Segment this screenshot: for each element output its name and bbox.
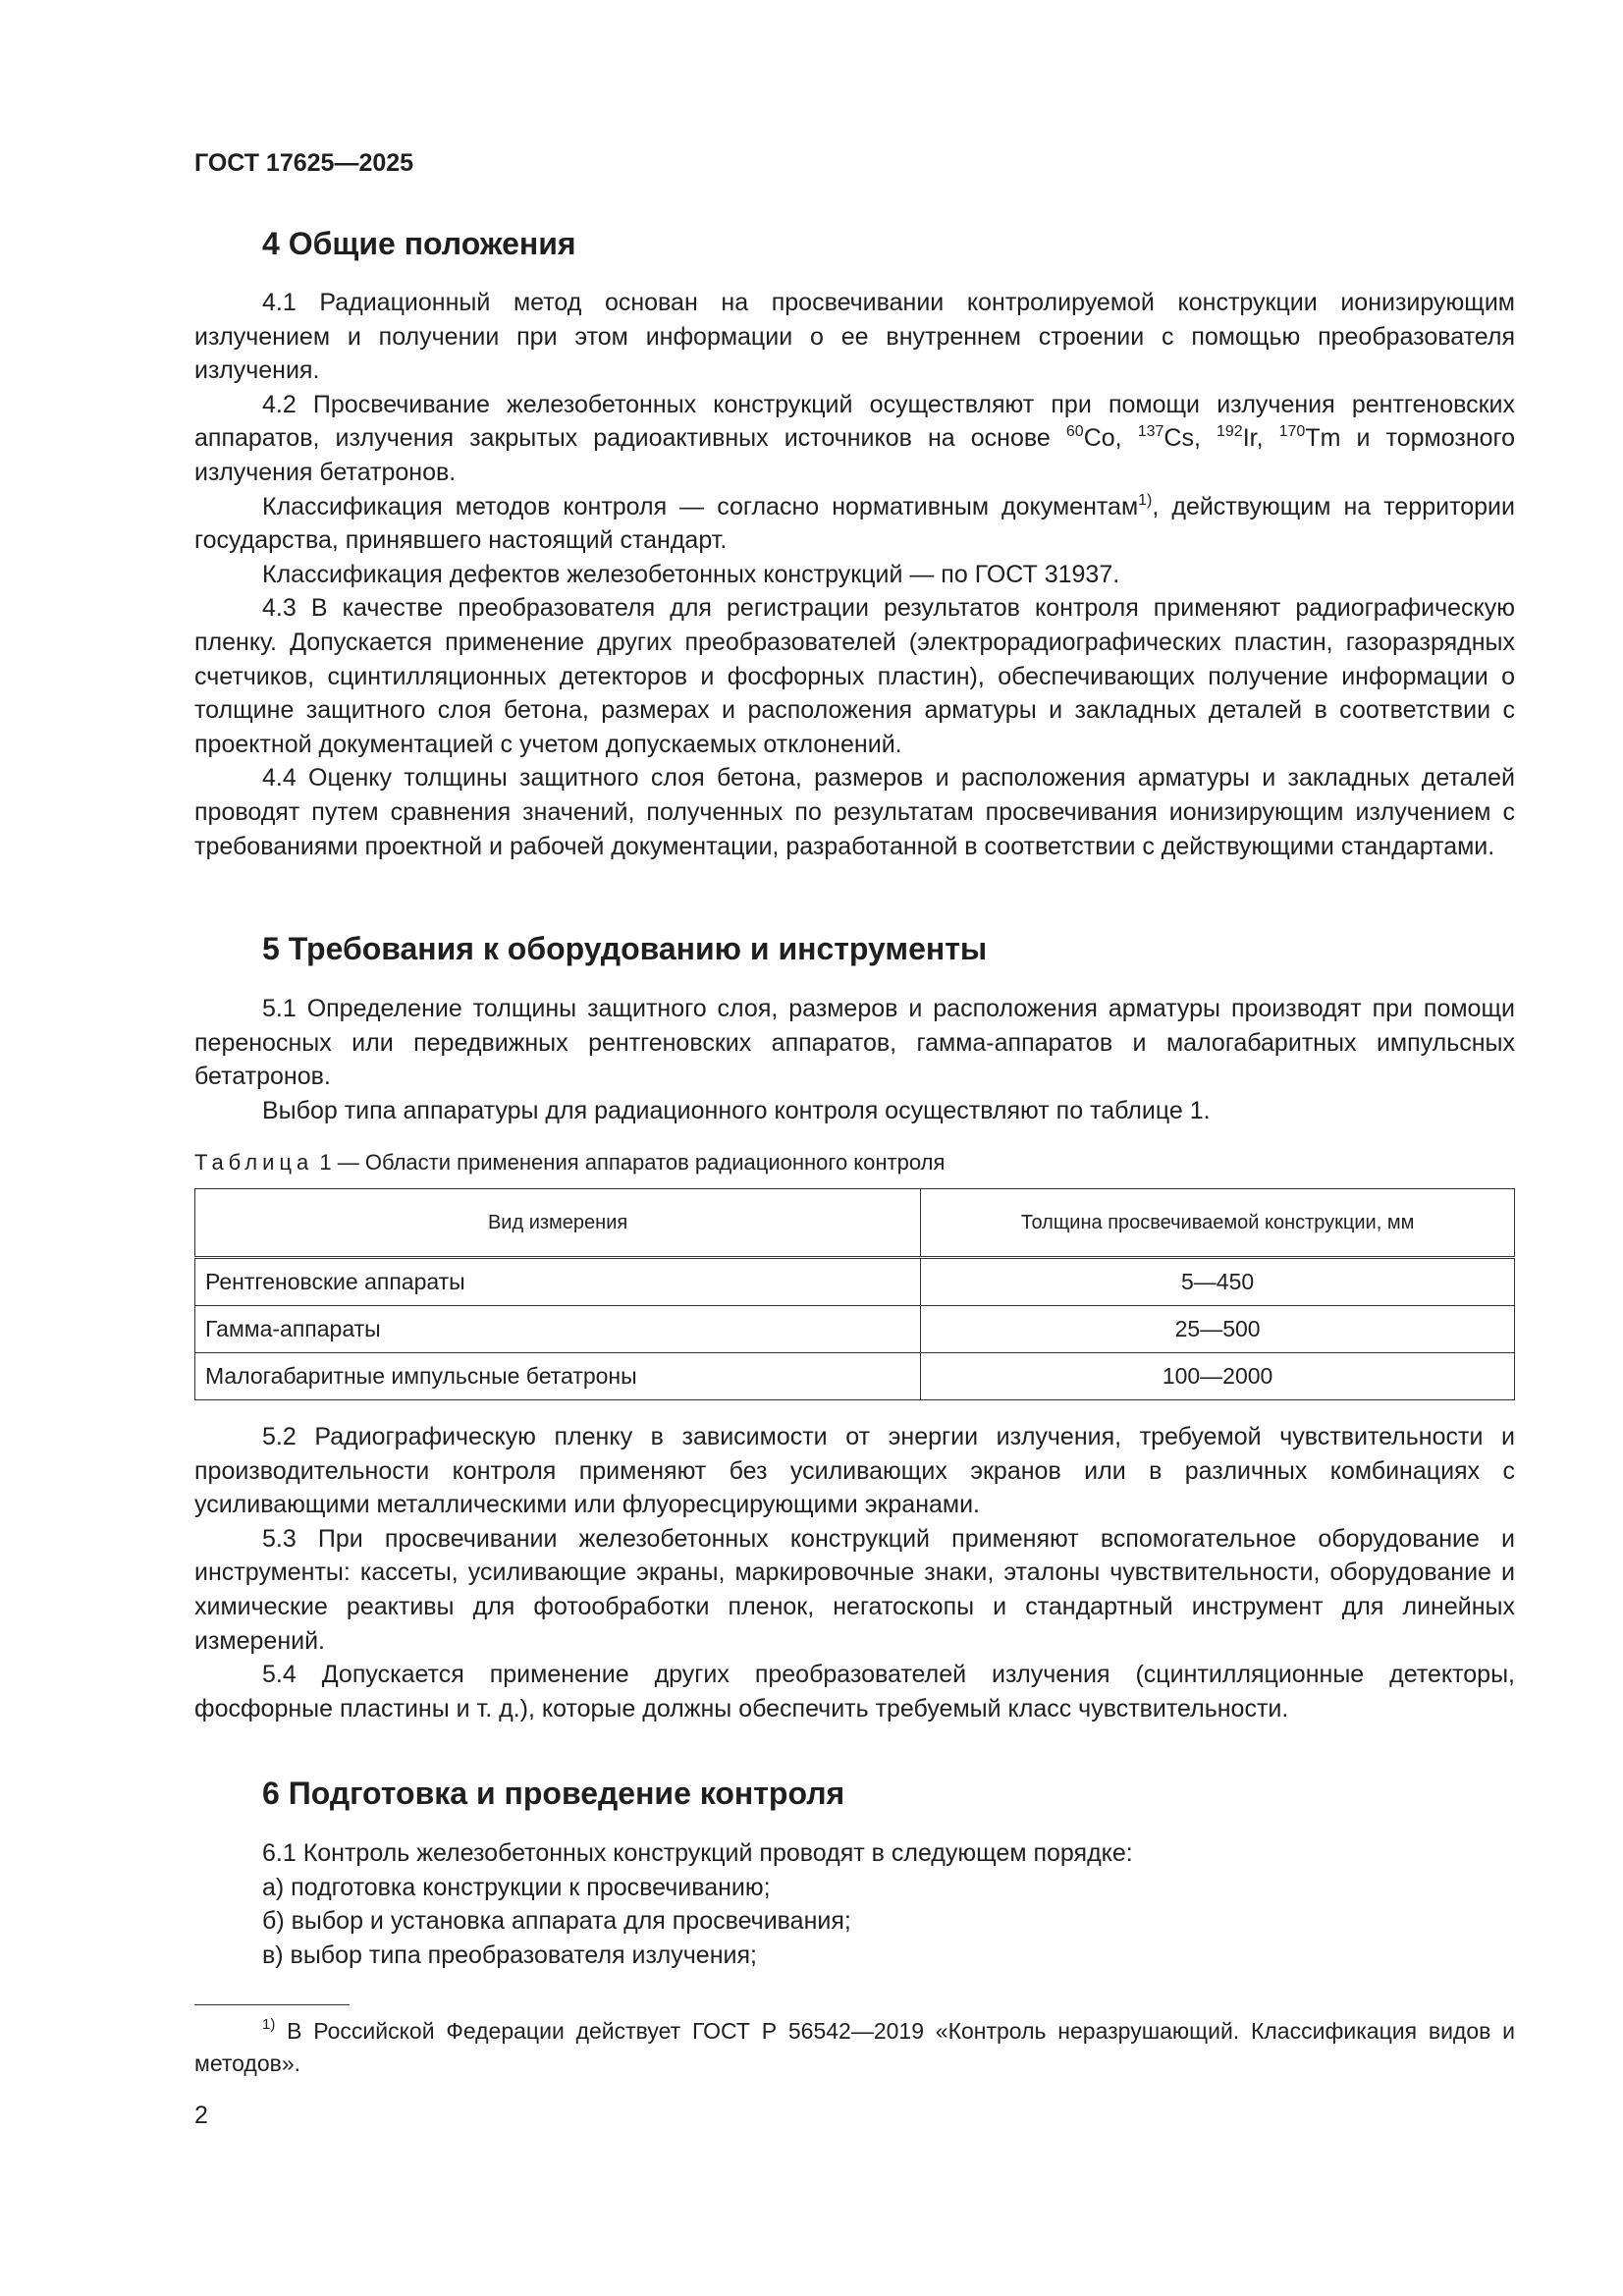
- paragraph-4-2: 4.2 Просвечивание железобетонных конструкций осуществляют при помощи излучения рентгеновских аппаратов, излучения закрытых радиоактивных источников на основе $^{60}$Co, $^{137}$Cs, $^{192}$Ir, $^{170}$Tm и тормозного излучения бетатронов.: [194, 390, 1516, 486]
- list-item: в) выбор типа преобразователя излучения;: [262, 1941, 757, 1969]
- section-4-heading: 4 Общие положения: [262, 226, 576, 261]
- table-cell: 100—2000: [921, 1353, 1515, 1400]
- paragraph-5-4: 5.4 Допускается применение других преобразователей излучения (сцинтилляционные детекторы, фосфорные пластины и т. д.), которые должны обеспечить требуемый класс чувствительности.: [194, 1661, 1515, 1722]
- paragraph-table-ref: Выбор типа аппаратуры для радиационного контроля осуществляют по таблице 1.: [262, 1096, 1211, 1124]
- table-cell: Гамма-аппараты: [195, 1306, 921, 1353]
- table-cell: Рентгеновские аппараты: [195, 1258, 921, 1306]
- list-item: б) выбор и установка аппарата для просвечивания;: [262, 1907, 851, 1936]
- paragraph-4-4: 4.4 Оценку толщины защитного слоя бетона, размеров и расположения арматуры и закладных деталей проводят путем сравнения значений, полученных по результатам просвечивания ионизирующим излучением с требованиями проектной и рабочей документации, разработанной в соответствии с действующими стандартами.: [194, 764, 1515, 860]
- footnote-separator: [194, 2004, 350, 2005]
- paragraph-5-3: 5.3 При просвечивании железобетонных конструкций применяют вспомогательное оборудование и инструменты: кассеты, усиливающие экраны, маркировочные знаки, эталоны чувствительности, оборудование и химические реактивы для фотообработки пленок, негатоскопы и стандартный инструмент для линейных измерений.: [194, 1524, 1515, 1655]
- table-cell: Малогабаритные импульсные бетатроны: [195, 1353, 921, 1400]
- table-header-cell: Толщина просвечиваемой конструкции, мм: [921, 1189, 1515, 1258]
- footnote-ref[interactable]: 1): [1138, 491, 1153, 509]
- table-caption: Таблица 1 — Области применения аппаратов радиационного контроля: [194, 1150, 946, 1175]
- section-5-heading: 5 Требования к оборудованию и инструменты: [262, 931, 988, 966]
- section-5-body-bottom: [194, 1420, 1515, 1725]
- page-number: 2: [194, 2102, 208, 2129]
- section-5-body-top: [194, 992, 1515, 1127]
- footnote: $^{1)}$ В Российской Федерации действует ГОСТ Р 56542—2019 «Контроль неразрушающий. Классификация видов и методов».: [194, 2016, 1515, 2076]
- procedure-list: [194, 1871, 1515, 1973]
- table-row: [195, 1258, 1515, 1306]
- paragraph-4-1: 4.1 Радиационный метод основан на просвечивании контролируемой конструкции ионизирующим излучением и получении при этом информации о ее внутреннем строении с помощью преобразователя излучения.: [194, 289, 1515, 385]
- table-header-cell: Вид измерения: [195, 1189, 921, 1258]
- footnote-mark: 1): [262, 2016, 276, 2033]
- paragraph-5-1: 5.1 Определение толщины защитного слоя, размеров и расположения арматуры производят при помощи переносных или передвижных рентгеновских аппаратов, гамма-аппаратов и малогабаритных импульсных бетатронов.: [194, 995, 1515, 1091]
- list-item: а) подготовка конструкции к просвечиванию;: [262, 1873, 771, 1901]
- paragraph-classification-methods: Классификация методов контроля — согласно нормативным документам$^{1)}$, действующим на территории государства, принявшего настоящий стандарт.: [194, 491, 1515, 555]
- section-6-heading: 6 Подготовка и проведение контроля: [262, 1776, 845, 1811]
- equipment-table: [194, 1188, 1515, 1400]
- paragraph-classification-defects: Классификация дефектов железобетонных конструкций — по ГОСТ 31937.: [262, 560, 1120, 588]
- table-header-row: [195, 1189, 1515, 1258]
- document-header: ГОСТ 17625—2025: [194, 149, 414, 177]
- paragraph-4-3: 4.3 В качестве преобразователя для регистрации результатов контроля применяют радиографическую пленку. Допускается применение других преобразователей (электрорадиографических пластин, газоразрядных счетчиков, сцинтилляционных детекторов и фосфорных пластин), обеспечивающих получение информации о толщине защитного слоя бетона, размерах и расположения арматуры и закладных деталей в соответствии с проектной документацией с учетом допускаемых отклонений.: [194, 594, 1515, 758]
- table-cell: 5—450: [921, 1258, 1515, 1306]
- section-6-body: [194, 1836, 1515, 1972]
- paragraph-5-2: 5.2 Радиографическую пленку в зависимости от энергии излучения, требуемой чувствительности и производительности контроля применяют без усиливающих экранов или в различных комбинациях с усиливающими металлическими или флуоресцирующими экранами.: [194, 1423, 1515, 1519]
- table-row: [195, 1306, 1515, 1353]
- paragraph-6-1: 6.1 Контроль железобетонных конструкций проводят в следующем порядке:: [262, 1839, 1133, 1867]
- section-4-body: [194, 286, 1515, 863]
- table-row: [195, 1353, 1515, 1400]
- table-cell: 25—500: [921, 1306, 1515, 1353]
